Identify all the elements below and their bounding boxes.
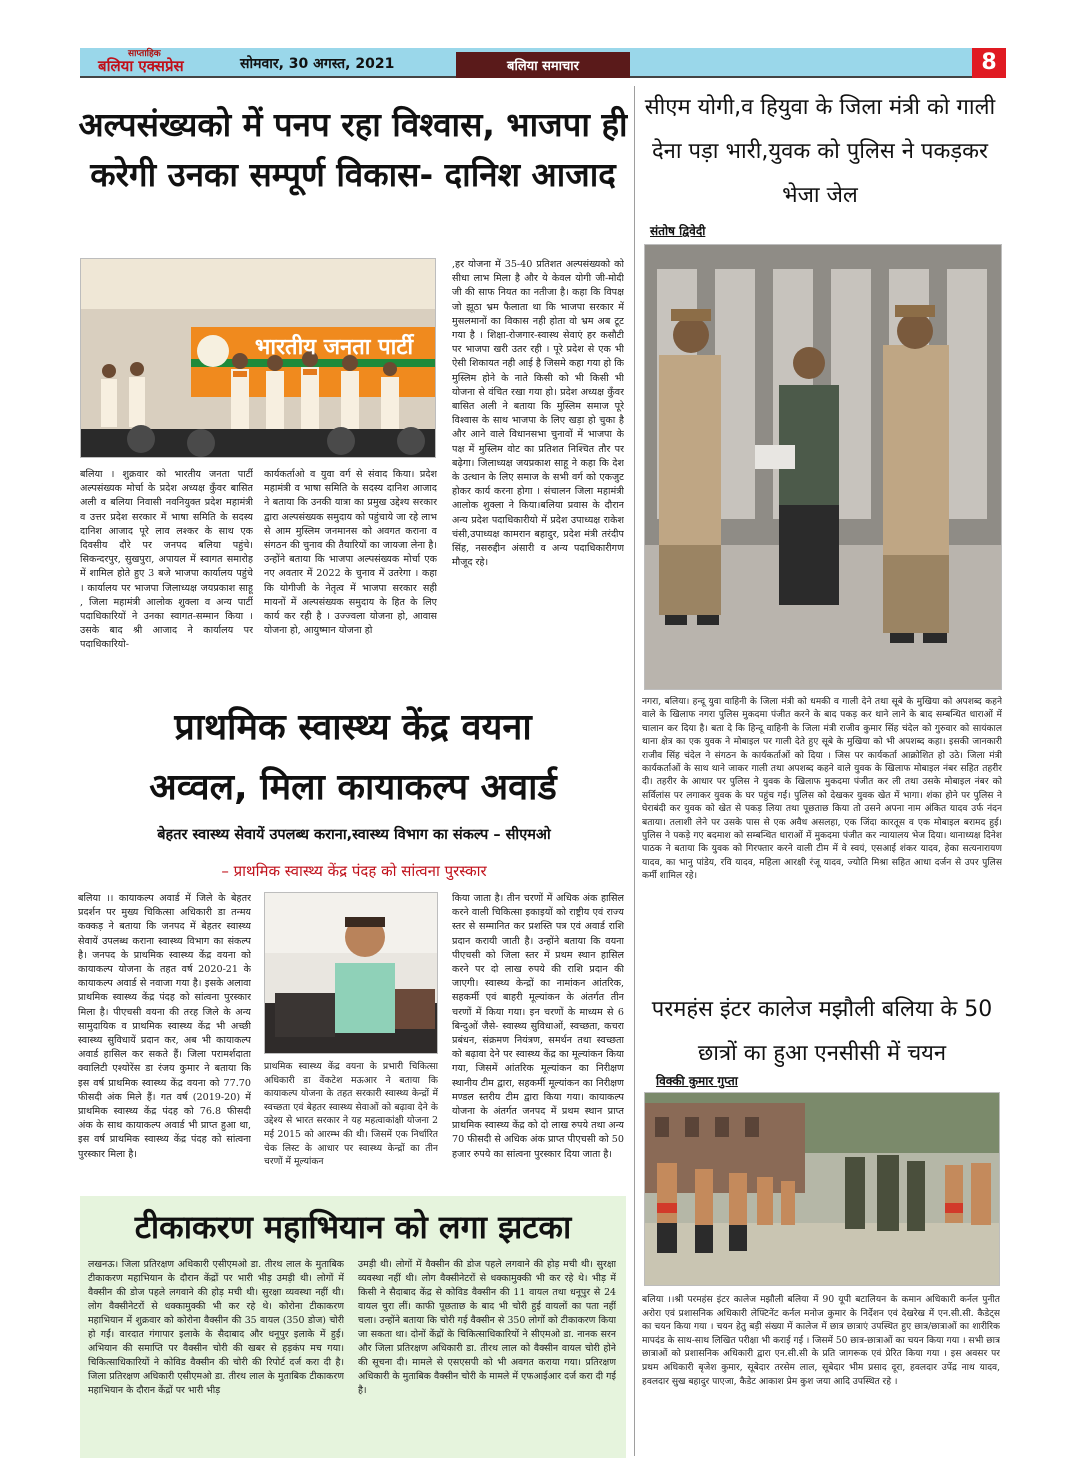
photo-banner-text: भारतीय जनता पार्टी xyxy=(254,335,414,360)
medical-officer-photo xyxy=(264,892,438,1054)
article5-col2: उमड़ी थी। लोगों में वैक्सीन की डोज पहले लगवाने की होड़ मची थी। सुरक्षा व्यवस्था नहीं थी। लोग वैक्सीनेटरों से धक्कामुक्की भी कर रहे थे। भीड़ में किसी ने सैदाबाद केंद्र से कोविड वैक्सीन की 11 वायल तथा धनूपुर से 24 वायल चुरा लीं। काफी पूछताछ के बाद भी चोरी हुई वायलों का पता नहीं चला। उन्होंने बताया कि चोरी गई वैक्सीन से 350 लोगों को टीकाकरण किया जा सकता था। दोनों केंद्रों के चिकित्साधिकारियों ने सीएमओ डा. नानक सरन और जिला प्रतिरक्षण अधिकारी डा. तीरथ लाल को वैक्सीन वायल चोरी होने की सूचना दी। मामले से एसएसपी को भी अवगत कराया गया। प्रतिरक्षण अधिकारी के मुताबिक वैक्सीन चोरी के मामले में एफआईआर दर्ज करा दी गई है। xyxy=(358,1259,616,1396)
issue-date: सोमवार, 30 अगस्त, 2021 xyxy=(240,56,395,72)
article3-subhead2: – प्राथमिक स्वास्थ्य केंद्र पंदह को सांत्वना पुरस्कार xyxy=(221,862,487,880)
police-arrest-photo-icon xyxy=(645,245,1002,690)
police-photo xyxy=(644,244,1002,690)
article1-col2: कार्यकर्ताओ व युवा वर्ग से संवाद किया। प्रदेश महामंत्री व भाषा समिति के सदस्य दानिश आजाद ने बताया कि उनकी यात्रा का प्रमुख उद्देश्य सरकार द्वारा अल्पसंख्यक समुदाय को पहुंचाये जा रहे लाभ से आम मुस्लिम जनमानस को अवगत कराना व संगठन की चुनाव की तैयारियों का जायजा लेना है। उन्होंने बताया कि भाजपा अल्पसंख्यक मोर्चा एक नए अवतार में 2022 के चुनाव में उतरेगा । कहा कि योगीजी के नेतृत्व में भाजपा सरकार सही मायनों में अल्पसंख्यक समुदाय के हित के लिए कार्य कर रही है । उज्ज्वला योजना हो, आवास योजना हो, आयुष्मान योजना हो xyxy=(264,469,437,637)
article3-photo-caption: प्राथमिक स्वास्थ्य केंद्र वयना के प्रभारी चिकित्सा अधिकारी डा वेंकटेश मऊआर ने बताया कि कायाकल्प योजना के तहत सरकारी स्वास्थ्य केन्द्रों में स्वच्छता एवं बेहतर स्वास्थ्य सेवाओं को बढ़ावा देने के उद्देश्य से भारत सरकार ने यह महत्वाकांक्षी योजना 2 मई 2015 को आरम्भ की थी। जिसमें एक निर्धारित चेक लिस्ट के आधार पर स्वास्थ्य केन्द्रों का तीन चरणों में मूल्यांकन xyxy=(264,1061,438,1168)
article3-subhead: बेहतर स्वास्थ्य सेवायें उपलब्ध कराना,स्वास्थ्य विभाग का संकल्प – सीएमओ xyxy=(157,827,551,843)
medical-officer-photo-icon xyxy=(265,893,438,1054)
article1-col1: बलिया । शुक्रवार को भारतीय जनता पार्टी अल्पसंख्यक मोर्चा के प्रदेश अध्यक्ष कुँवर बासित अली व बलिया निवासी नवनियुक्त प्रदेश महामंत्री व उत्तर प्रदेश सरकार में भाषा समिति के सदस्य दानिश आजाद पूरे लाव लश्कर के साथ एक दिवसीय दौरे पर जनपद बलिया पहुंचे। सिकन्दरपुर, सुखपुरा, अपायल में स्वागत समारोह में शामिल होते हुए 3 बजे भाजपा कार्यालय पहुंचे । कार्यालय पर भाजपा जिलाध्यक्ष जयप्रकाश साहू , जिला महामंत्री आलोक शुक्ला व अन्य पार्टी पदाधिकारियों ने उनका स्वागत-सम्मान किया । उसके बाद श्री आजाद ने कार्यालय पर पदाधिकारियो- xyxy=(80,469,253,651)
article4-headline: परमहंस इंटर कालेज मझौली बलिया के 50 छात्रों का हुआ एनसीसी में चयन xyxy=(651,997,993,1066)
section-title: बलिया समाचार xyxy=(507,59,579,74)
page-number: 8 xyxy=(981,50,997,75)
article3-col1: बलिया ।। कायाकल्प अवार्ड में जिले के बेहतर प्रदर्शन पर मुख्य चिकित्सा अधिकारी डा तन्मय कक्कड़ ने बताया कि जनपद में बेहतर स्वास्थ्य सेवायें उपलब्ध कराना स्वास्थ्य विभाग का संकल्प है। जनपद के प्राथमिक स्वास्थ्य केंद्र वयना को कायाकल्प योजना के तहत वर्ष 2020-21 के कायाकल्प अवार्ड से नवाजा गया है। इसके अलावा प्राथमिक स्वास्थ्य केंद्र पंदह को सांत्वना पुरस्कार मिला है। पीएचसी वयना की तरह जिले के अन्य सामुदायिक व प्राथमिक स्वास्थ्य केंद्र भी अच्छी स्वास्थ्य सुविधायें प्रदान कर, अब भी कायाकल्प अवार्ड हासिल कर सकते हैं। जिला परामर्शदाता क्वालिटी एश्योरेंस डा रंजय कुमार ने बताया कि इस वर्ष प्राथमिक स्वास्थ्य केंद्र वयना को 77.70 फीसदी अंक मिले हैं। गत वर्ष (2019-20) में प्राथमिक स्वास्थ्य केंद्र पंदह को 76.8 फीसदी अंक के साथ कायाकल्प अवार्ड भी प्राप्त हुआ था, इस वर्ष प्राथमिक स्वास्थ्य केंद्र पंदह को सांत्वना पुरस्कार मिला है। xyxy=(78,893,251,1160)
article3-col3: किया जाता है। तीन चरणों में अधिक अंक हासिल करने वाली चिकित्सा इकाइयों को राष्ट्रीय एवं राज्य स्तर से सम्मानित कर प्रशस्ति पत्र एवं अवार्ड राशि प्रदान करायी जाती है। उन्होंने बताया कि वयना पीएचसी को जिला स्तर में प्रथम स्थान हासिल करने पर दो लाख रुपये की राशि प्रदान की जाएगी। स्वास्थ्य केन्द्रों का नामांकन आंतरिक, सहकर्मी एवं बाहरी मूल्यांकन के अंतर्गत तीन चरणों में किया गया। इन चरणों के माध्यम से 6 बिन्दुओं जैसे- स्वास्थ्य सुविधाओं, स्वच्छता, कचरा प्रबंधन, संक्रमण नियंत्रण, समर्थन तथा स्वच्छता को बढ़ावा देने पर स्वास्थ्य केंद्र का मूल्यांकन किया गया, जिसमें आंतरिक मूल्यांकन का निरीक्षण स्थानीय टीम द्वारा, सहकर्मी मूल्यांकन का निरीक्षण मण्डल स्तरीय टीम द्वारा किया गया। कायाकल्प योजना के अंतर्गत जनपद में प्रथम स्थान प्राप्त प्राथमिक स्वास्थ्य केंद्र को दो लाख रुपये तथा अन्य 70 फीसदी से अधिक अंक प्राप्त पीएचसी को 50 हजार रुपये का सांत्वना पुरस्कार दिया जाता है। xyxy=(452,893,624,1160)
article5-col1: लखनऊ। जिला प्रतिरक्षण अधिकारी एसीएमओ डा. तीरथ लाल के मुताबिक टीकाकरण महाभियान के दौरान केंद्रों पर भारी भीड़ उमड़ी थी। लोगों में वैक्सीन की डोज पहले लगवाने की होड़ मची थी। सुरक्षा व्यवस्था नहीं थी। लोग वैक्सीनेटरों से धक्कामुक्की भी कर रहे थे। कोरोना टीकाकरण महाभियान में शुक्रवार को कोरोना वैक्सीन की 35 वायल (350 डोज) चोरी हो गईं। वारदात गंगापार इलाके के सैदाबाद और धनूपुर इलाके में हुई। अभियान की समाप्ति पर वैक्सीन चोरी की खबर से हड़कंप मच गया। चिकित्साधिकारियों ने कोविड वैक्सीन की चोरी की रिपोर्ट दर्ज करा दी है। जिला प्रतिरक्षण अधिकारी एसीएमओ डा. तीरथ लाल के मुताबिक टीकाकरण महाभियान के दौरान केंद्रों पर भारी भीड़ xyxy=(88,1259,344,1396)
column-divider xyxy=(634,86,635,1456)
article1-headline: अल्पसंख्यको में पनप रहा विश्वास, भाजपा ही करेगी उनका सम्पूर्ण विकास- दानिश आजाद xyxy=(78,105,628,194)
article2-body: नगरा, बलिया। हन्दू युवा वाहिनी के जिला मंत्री को धमकी व गाली देने तथा सूबे के मुखिया को अपशब्द कहने वाले के खिलाफ नगरा पुलिस मुकदमा पंजीत करने के बाद पकड़ कर थाने लाने के बाद सम्बन्धित धाराओं में चालान कर दिया है। बता दे कि हिन्दू वाहिनी के जिला मंत्री राजीव कुमार सिंह चंदेल को गुरुवार को सायंकाल थाना क्षेत्र का एक युवक ने मोबाइल पर गाली देते हुए सूबे के मुखिया को भी अपशब्द कहा। इसकी जानकारी राजीव सिंह चंदेल ने संगठन के कार्यकर्ताओं को दिया । जिस पर कार्यकर्ता आक्रोशित हो उठे। जिला मंत्री कार्यकर्ताओं के साथ थाने जाकर गाली तथा अपशब्द कहने वाले युवक के खिलाफ मोबाइल नंबर सहित तहरीर दी। तहरीर के आधार पर पुलिस ने युवक के खिलाफ मुकदमा पंजीत कर ली तथा उसके मोबाइल नंबर को सर्विलांस पर लगाकर युवक के घर पहुंच गई। पुलिस को देखकर युवक खेत में भागा। शंका होने पर पुलिस ने घेराबंदी कर युवक को खेत से पकड़ लिया तथा पूछताछ किया तो उसने अपना नाम अंकित यादव उर्फ नंदन बताया। तलाशी लेने पर उसके पास से एक अवैध असलहा, एक जिंदा कारतूस व एक मोबाइल बरामद हुई। पुलिस ने पकड़े गए बदमाश को सम्बन्धित धाराओं में मुकदमा पंजीत कर न्यायालय भेज दिया। थानाध्यक्ष दिनेश पाठक ने बताया कि युवक को गिरफ्तार करने वाली टीम में वे स्वयं, एसआई शंकर यादव, हेका सत्यनारायण यादव, का भानु पांडेय, रवि यादव, महिला आरक्षी रंजू यादव, ज्योति मिश्रा सहित आधा दर्जन से उपर पुलिस कर्मी शामिल रहे। xyxy=(642,697,1002,882)
bjp-office-photo xyxy=(80,258,436,458)
article3-headline-line1: प्राथमिक स्वास्थ्य केंद्र वयना xyxy=(174,707,532,748)
article2-headline: सीएम योगी,व हियुवा के जिला मंत्री को गाली देना पड़ा भारी,युवक को पुलिस ने पकड़कर भेजा जेल xyxy=(644,95,996,208)
article5-headline: टीकाकरण महाभियान को लगा झटका xyxy=(134,1208,572,1246)
paper-name: बलिया एक्सप्रेस xyxy=(98,57,184,75)
article2-byline: संतोष द्विवेदी xyxy=(650,224,706,238)
ncc-selection-photo-icon xyxy=(645,1093,1000,1286)
article3-headline-line2: अव्वल, मिला कायाकल्प अवार्ड xyxy=(149,767,557,808)
page-number-badge xyxy=(972,48,1006,78)
paper-logo xyxy=(84,46,234,78)
article1-col3: ,हर योजना में 35-40 प्रतिशत अल्पसंख्यको को सीधा लाभ मिला है और ये केवल योगी जी-मोदी जी की साफ नियत का नतीजा है। कहा कि विपक्ष जो झूठा भ्रम फैलाता था कि भाजपा सरकार में मुसलमानों का विकास नही होता वो भ्रम अब टूट गया है । शिक्षा-रोजगार-स्वास्थ सेवाएं हर कसौटी पर भाजपा खरी उतर रही । पूरे प्रदेश से एक भी ऐसी शिकायत नही आई है जिसमे कहा गया हो कि मुस्लिम होने के नाते किसी को भी किसी भी योजना से वंचित रखा गया हो। प्रदेश अध्यक्ष कुँवर बासित अली ने बताया कि मुस्लिम समाज पूरे विश्वास के साथ भाजपा के लिए खड़ा हो चुका है और आने वाले विधानसभा चुनावों में भाजपा के पक्ष में मुस्लिम वोट का प्रतिशत निश्चित तौर पर बढ़ेगा। जिलाध्यक्ष जयप्रकाश साहू ने कहा कि देश के उत्थान के लिए समाज के सभी वर्ग को एकजुट होकर कार्य करना होगा । संचालन जिला महामंत्री आलोक शुक्ला ने किया।बलिया प्रवास के दौरान अन्य प्रदेश पदाधिकारीयो में प्रदेश उपाध्यक्ष राकेश चंसी,उपाध्यक्ष कामरान बहादुर, प्रदेश मंत्री तरंदीप सिंह, नसरुद्दीन अंसारी व अन्य पदाधिकारीगण मौजूद रहे। xyxy=(452,259,624,569)
article4-body: बलिया ।।श्री परमहंस इंटर कालेज मझौली बलिया में 90 यूपी बटालियन के कमान अधिकारी कर्नल पुनीत अरोरा एवं प्रशासनिक अधिकारी लेफ्टिनेंट कर्नल मनोज कुमार के निर्देशन एवं देखरेख में एन.सी.सी. कैडेट्स का चयन किया गया । चयन हेतु बड़ी संख्या में कालेज में छात्र छात्राएं उपस्थित हुए छात्र/छात्राओं का शारीरिक मापदंड के साथ-साथ लिखित परीक्षा भी कराई गई । जिसमें 50 छात्र-छात्राओं का चयन किया गया । सभी छात्र छात्राओं को प्रशासनिक अधिकारी द्वारा एन.सी.सी के प्रति जागरूक एवं प्रेरित किया गया । इस अवसर पर प्रथम अधिकारी बृजेश कुमार, सूबेदार तरसेम लाल, सूबेदार भीम प्रसाद दूरा, हवलदार उपेंद्र नाथ यादव, हवलदार सुख बहादुर पाएजा, कैडेट आकाश प्रेम कुश जया आदि उपस्थित रहे । xyxy=(642,1295,1000,1387)
article4-byline: विक्की कुमार गुप्ता xyxy=(656,1074,738,1088)
ncc-photo xyxy=(644,1092,1000,1286)
paper-tag: साप्ताहिक xyxy=(128,49,161,59)
